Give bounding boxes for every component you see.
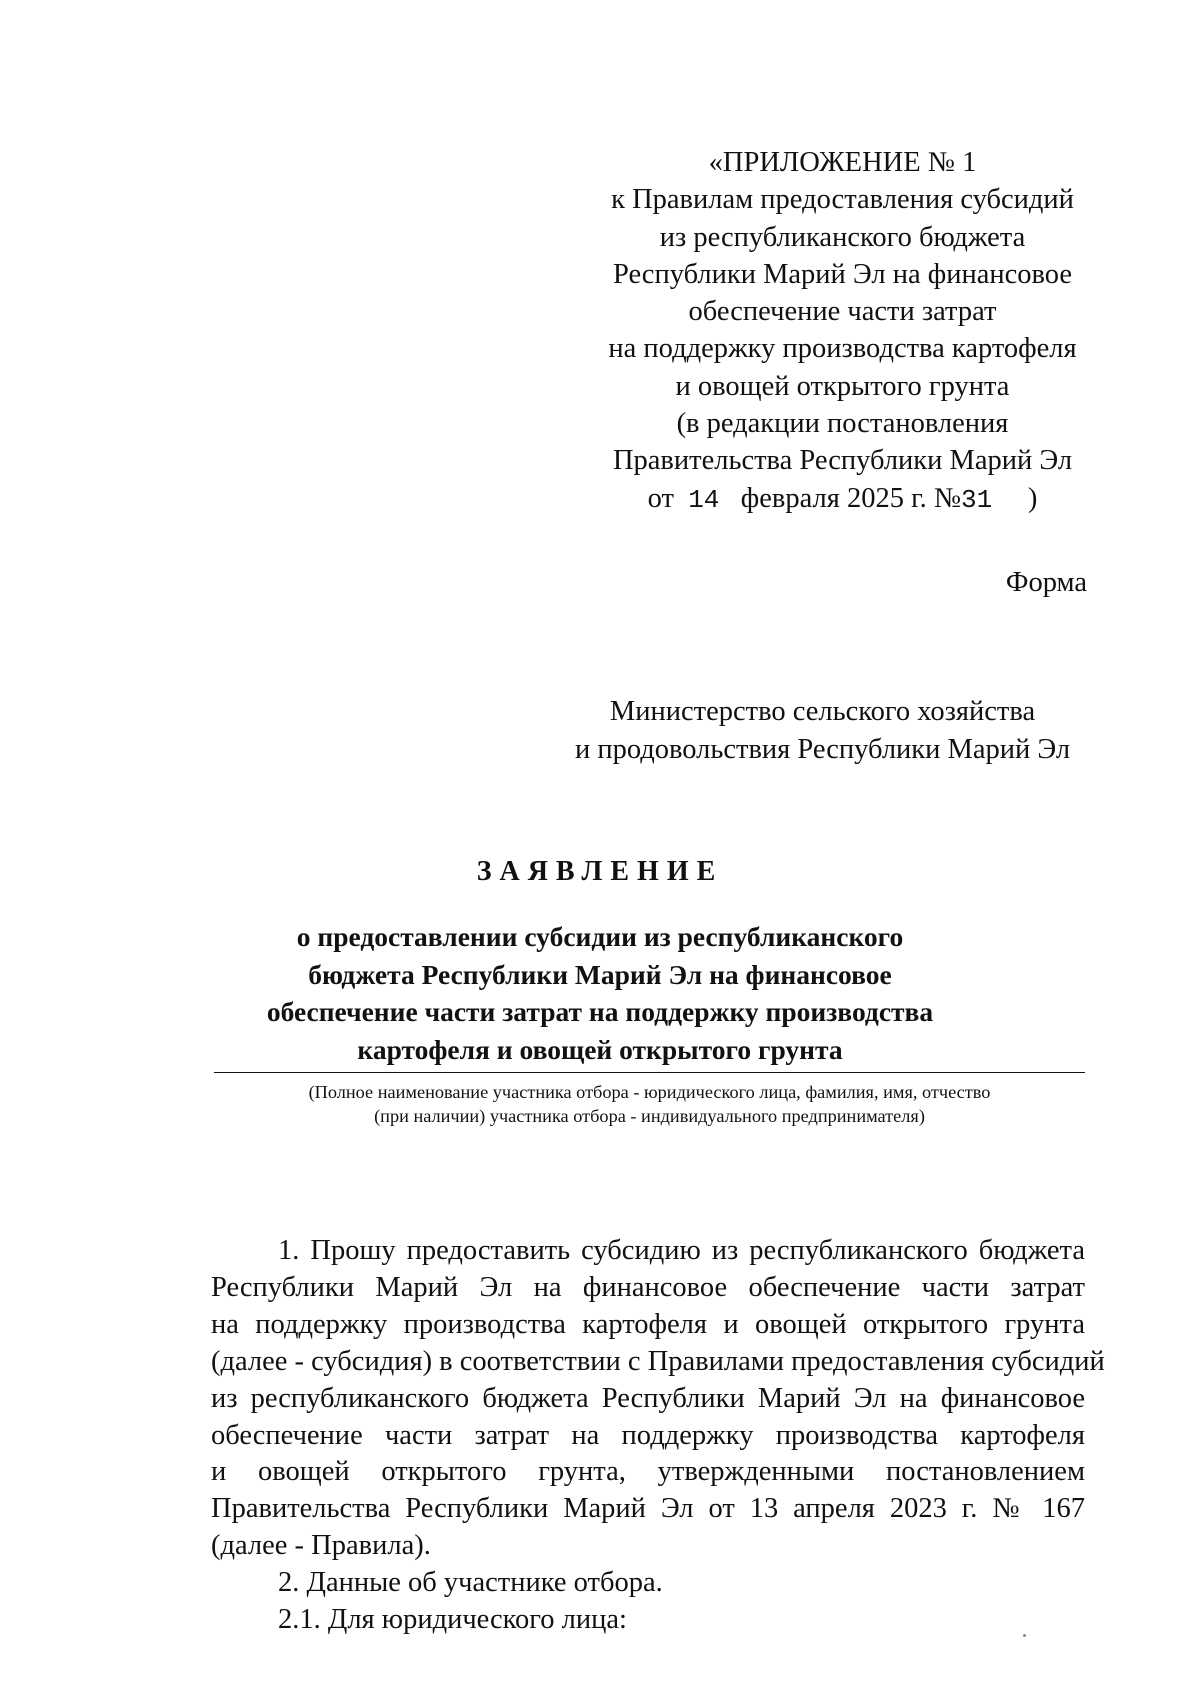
paragraph-1-line: и овощей открытого грунта, утвержденными постановлением [211, 1456, 1085, 1488]
appendix-line: к Правилам предоставления субсидий [611, 184, 1074, 216]
document-title: ЗАЯВЛЕНИЕ [476, 856, 724, 887]
subject-line: о предоставлении субсидии из республиканского [296, 921, 904, 952]
appendix-line: из республиканского бюджета [659, 221, 1026, 253]
addressee-line: и продовольствия Республики Марий Эл [574, 733, 1071, 765]
paragraph-1-line: 1. Прошу предоставить субсидию из республиканского бюджета [278, 1235, 1085, 1266]
subject-line: картофеля и овощей открытого грунта [357, 1033, 843, 1065]
date-prefix: от [647, 482, 674, 514]
applicant-name-fill-line [214, 1072, 1085, 1073]
paragraph-1-line: Правительства Республики Марий Эл от 13 апреля 2023 г. № 167 [211, 1493, 1085, 1525]
addressee [560, 693, 1085, 768]
subject-line: бюджета Республики Марий Эл на финансовое [308, 958, 892, 990]
paragraph-2-1: 2.1. Для юридического лица: [278, 1604, 627, 1636]
paragraph-1-last-line: (далее - Правила). [211, 1530, 431, 1562]
date-day: 14 [688, 484, 720, 515]
appendix-date-line [600, 480, 1085, 519]
applicant-name-caption [214, 1080, 1085, 1128]
paragraph-1-line: из республиканского бюджета Республики Марий Эл на финансовое [211, 1382, 1085, 1414]
document-subject [200, 918, 1000, 1068]
appendix-line: Республики Марий Эл на финансовое [612, 258, 1073, 290]
appendix-line: (в редакции постановления [676, 408, 1009, 440]
date-text: февраля 2025 г. № [740, 482, 962, 514]
appendix-title: «ПРИЛОЖЕНИЕ № 1 [708, 147, 977, 178]
decree-number: 31 [961, 484, 993, 515]
subject-line: обеспечение части затрат на поддержку производства [266, 996, 934, 1028]
paragraph-1-line: (далее - субсидия) в соответствии с Правилами предоставления субсидий [211, 1345, 1105, 1377]
appendix-line: и овощей открытого грунта [675, 370, 1010, 402]
appendix-line: обеспечение части затрат [688, 296, 997, 328]
body-text [211, 1233, 1105, 1639]
paragraph-2: 2. Данные об участнике отбора. [278, 1567, 663, 1599]
caption-line: (при наличии) участника отбора - индивидуального предпринимателя) [374, 1106, 925, 1126]
appendix-line: Правительства Республики Марий Эл [612, 445, 1073, 477]
close-paren: ) [1027, 482, 1038, 514]
appendix-header [600, 144, 1085, 519]
caption-line: (Полное наименование участника отбора - юридического лица, фамилия, имя, отчество [308, 1082, 991, 1102]
paragraph-1-line: на поддержку производства картофеля и овощей открытого грунта [211, 1308, 1085, 1340]
addressee-line: Министерство сельского хозяйства [609, 696, 1036, 727]
appendix-line: на поддержку производства картофеля [608, 333, 1077, 365]
form-label: Форма [1005, 567, 1087, 598]
paragraph-1-line: обеспечение части затрат на поддержку производства картофеля [211, 1419, 1085, 1451]
paragraph-1-line: Республики Марий Эл на финансовое обеспечение части затрат [211, 1271, 1085, 1303]
scan-speck [1023, 1634, 1026, 1637]
